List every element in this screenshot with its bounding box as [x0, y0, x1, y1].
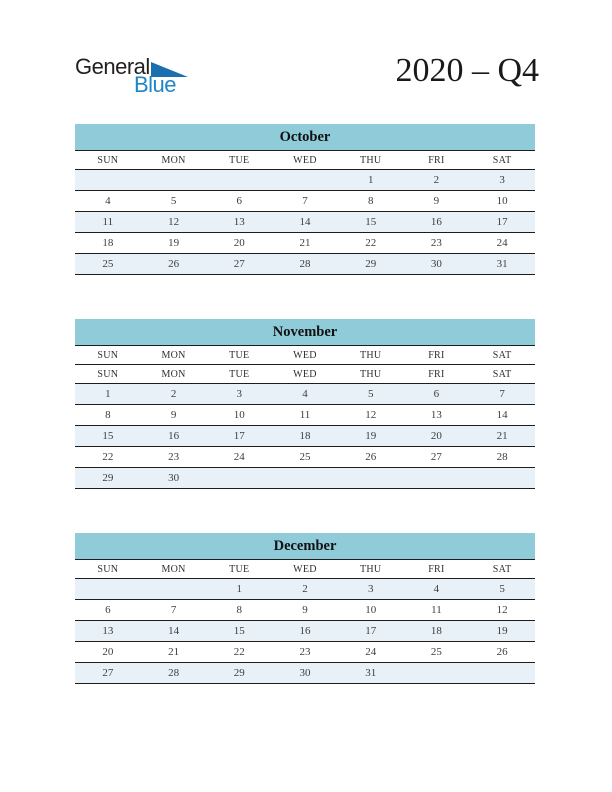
weekday-label: WED [293, 368, 317, 380]
day-cell-empty [404, 468, 470, 488]
day-cell-empty [469, 663, 535, 683]
month-name: October [75, 124, 535, 151]
day-cell: 23 [168, 451, 180, 463]
weekday-header-row [75, 560, 535, 579]
day-cell: 15 [102, 430, 114, 442]
day-cell: 25 [102, 258, 114, 270]
day-cell: 29 [365, 258, 377, 270]
day-cell: 15 [233, 625, 245, 637]
day-cell-empty [206, 170, 272, 190]
day-cell-empty [75, 579, 141, 599]
week-row [75, 191, 535, 212]
weekday-label: FRI [428, 563, 445, 575]
day-cell: 24 [496, 237, 508, 249]
day-cell: 10 [233, 409, 245, 421]
week-row [75, 600, 535, 621]
day-cell: 9 [433, 195, 440, 207]
day-cell: 9 [302, 604, 308, 616]
weekday-label: SAT [492, 368, 512, 380]
day-cell: 14 [168, 625, 180, 637]
day-cell: 26 [496, 646, 508, 658]
day-cell: 17 [233, 430, 245, 442]
day-cell: 23 [430, 237, 442, 249]
day-cell: 11 [299, 409, 311, 421]
weekday-label: SAT [492, 563, 512, 575]
day-cell: 31 [496, 258, 508, 270]
day-cell: 18 [299, 430, 311, 442]
day-cell-empty [404, 663, 470, 683]
day-cell: 2 [170, 388, 177, 400]
day-cell: 17 [365, 625, 377, 637]
weekday-label: SUN [97, 154, 119, 166]
week-row [75, 663, 535, 684]
day-cell: 29 [233, 667, 245, 679]
day-cell: 16 [430, 216, 442, 228]
day-cell: 28 [168, 667, 180, 679]
day-cell: 24 [365, 646, 377, 658]
day-cell-empty [75, 170, 141, 190]
day-cell-empty [469, 468, 535, 488]
day-cell: 12 [365, 409, 377, 421]
day-cell: 3 [367, 583, 374, 595]
weekday-label: THU [359, 563, 382, 575]
week-row [75, 233, 535, 254]
day-cell: 22 [233, 646, 245, 658]
day-cell-empty [141, 579, 207, 599]
weekday-label: THU [359, 154, 382, 166]
logo-text-general: General [75, 54, 150, 79]
day-cell: 6 [236, 195, 243, 207]
day-cell: 22 [365, 237, 377, 249]
month-november [75, 319, 535, 489]
day-cell: 24 [233, 451, 245, 463]
day-cell: 16 [168, 430, 180, 442]
day-cell: 12 [168, 216, 180, 228]
day-cell: 13 [102, 625, 114, 637]
day-cell: 27 [233, 258, 245, 270]
day-cell: 20 [430, 430, 442, 442]
weekday-header-row [75, 365, 535, 384]
day-cell-empty [338, 468, 404, 488]
day-cell: 18 [430, 625, 442, 637]
day-cell: 11 [102, 216, 114, 228]
day-cell: 27 [430, 451, 442, 463]
day-cell: 11 [431, 604, 442, 616]
weekday-label: FRI [428, 349, 445, 361]
weekday-label: FRI [428, 154, 445, 166]
day-cell: 21 [496, 430, 508, 442]
day-cell: 7 [170, 604, 177, 616]
day-cell: 17 [496, 216, 508, 228]
day-cell: 4 [433, 583, 440, 595]
weekday-label: WED [293, 154, 317, 166]
day-cell: 22 [102, 451, 114, 463]
weekday-label: MON [161, 349, 186, 361]
week-row [75, 468, 535, 489]
day-cell: 23 [299, 646, 311, 658]
day-cell: 4 [105, 195, 111, 207]
day-cell: 10 [496, 195, 508, 207]
weekday-label: MON [161, 563, 186, 575]
day-cell: 29 [102, 472, 114, 484]
weekday-label: THU [359, 349, 382, 361]
day-cell: 3 [236, 388, 243, 400]
day-cell: 15 [365, 216, 377, 228]
day-cell: 31 [365, 667, 377, 679]
day-cell: 2 [433, 174, 440, 186]
week-row [75, 405, 535, 426]
day-cell: 27 [102, 667, 114, 679]
day-cell: 1 [236, 583, 243, 595]
day-cell: 14 [299, 216, 311, 228]
logo-text-blue: Blue [134, 72, 177, 97]
weekday-label: WED [293, 349, 317, 361]
day-cell-empty [141, 170, 207, 190]
week-row [75, 254, 535, 275]
weekday-label: TUE [229, 368, 250, 380]
day-cell: 10 [365, 604, 377, 616]
day-cell: 8 [367, 195, 374, 207]
day-cell: 16 [299, 625, 311, 637]
day-cell-empty [272, 170, 338, 190]
day-cell: 13 [233, 216, 245, 228]
weekday-label: SUN [97, 349, 119, 361]
weekday-label: TUE [229, 563, 250, 575]
day-cell: 5 [367, 388, 374, 400]
day-cell: 26 [168, 258, 180, 270]
day-cell: 18 [102, 237, 114, 249]
day-cell: 28 [496, 451, 508, 463]
months-container [75, 124, 535, 728]
weekday-label: TUE [229, 154, 250, 166]
week-row [75, 642, 535, 663]
week-row [75, 384, 535, 405]
day-cell: 8 [236, 604, 243, 616]
day-cell: 5 [170, 195, 177, 207]
month-name: November [75, 319, 535, 346]
weekday-label: MON [161, 368, 186, 380]
day-cell-empty [272, 468, 338, 488]
month-december [75, 533, 535, 684]
day-cell: 1 [367, 174, 374, 186]
day-cell: 6 [105, 604, 111, 616]
day-cell: 30 [430, 258, 442, 270]
day-cell: 5 [499, 583, 505, 595]
weekday-label: SUN [97, 368, 119, 380]
weekday-label: SUN [97, 563, 119, 575]
day-cell: 19 [168, 237, 180, 249]
day-cell: 9 [170, 409, 177, 421]
day-cell: 28 [299, 258, 311, 270]
day-cell: 30 [168, 472, 180, 484]
week-row [75, 447, 535, 468]
general-blue-logo [75, 56, 188, 96]
month-october [75, 124, 535, 275]
day-cell: 19 [496, 625, 508, 637]
month-name: December [75, 533, 535, 560]
day-cell: 21 [168, 646, 180, 658]
day-cell: 2 [302, 583, 308, 595]
day-cell: 6 [433, 388, 440, 400]
day-cell: 25 [430, 646, 442, 658]
week-row [75, 579, 535, 600]
weekday-label: SAT [492, 349, 512, 361]
day-cell: 25 [299, 451, 311, 463]
day-cell: 7 [499, 388, 505, 400]
weekday-label: TUE [229, 349, 250, 361]
weekday-label: MON [161, 154, 186, 166]
day-cell: 14 [496, 409, 508, 421]
weekday-header-row [75, 346, 535, 365]
day-cell-empty [206, 468, 272, 488]
weekday-label: THU [359, 368, 382, 380]
day-cell: 8 [105, 409, 111, 421]
day-cell: 20 [102, 646, 114, 658]
week-row [75, 212, 535, 233]
week-row [75, 170, 535, 191]
weekday-header-row [75, 151, 535, 170]
week-row [75, 426, 535, 447]
week-row [75, 621, 535, 642]
day-cell: 19 [365, 430, 377, 442]
weekday-label: WED [293, 563, 317, 575]
day-cell: 30 [299, 667, 311, 679]
day-cell: 20 [233, 237, 245, 249]
day-cell: 12 [496, 604, 508, 616]
day-cell: 1 [105, 388, 111, 400]
day-cell: 13 [430, 409, 442, 421]
day-cell: 21 [299, 237, 311, 249]
day-cell: 3 [499, 174, 505, 186]
weekday-label: FRI [428, 368, 445, 380]
day-cell: 4 [302, 388, 308, 400]
quarter-title: 2020 – Q4 [395, 52, 539, 89]
day-cell: 26 [365, 451, 377, 463]
day-cell: 7 [302, 195, 308, 207]
weekday-label: SAT [492, 154, 512, 166]
